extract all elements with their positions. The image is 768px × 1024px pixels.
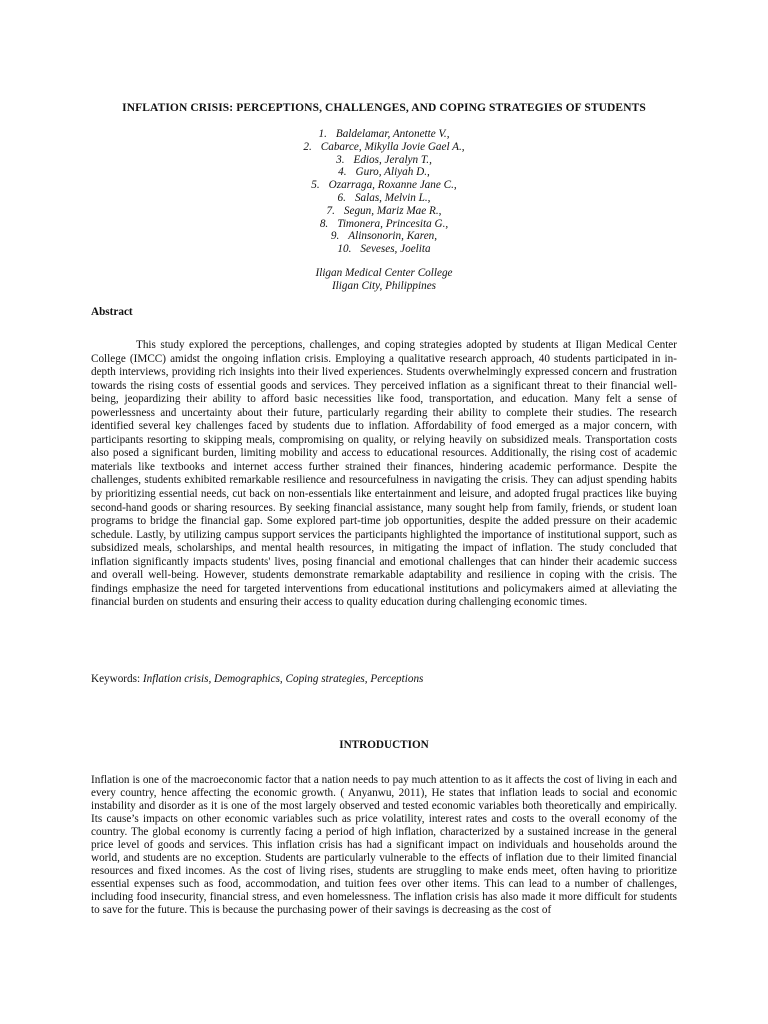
abstract-text: This study explored the perceptions, challenges, and coping strategies adopted by students at Iligan Medical Center College (IMCC) amidst the ongoing inflation crisis. Employing a qualitative research approach, 40 students participated in in-depth interviews, providing rich insights into their lived experiences. Students overwhelmingly expressed concern and frustration towards the rising costs of essential goods and services. They perceived inflation as a significant threat to their financial well-being, jeopardizing their ability to afford basic necessities like food, transportation, and education. Many felt a sense of powerlessness and uncertainty about their future, particularly regarding their ability to complete their studies. The research identified several key challenges faced by students due to inflation. Affordability of food emerged as a major concern, with participants resorting to skipping meals, compromising on quality, or relying heavily on subsidized meals. Transportation costs also posed a significant burden, limiting mobility and access to educational resources. Additionally, the rising cost of academic materials like textbooks and internet access further strained their finances, hindering academic performance. Despite the challenges, students exhibited remarkable resilience and resourcefulness in navigating the crisis. They can adjust spending habits by prioritizing essential needs, cut back on non-essentials like entertainment and leisure, and adopted frugal practices like buying second-hand goods or sharing resources. By seeking financial assistance, many sought help from family, friends, or student loan programs to bridge the financial gap. Some explored part-time job opportunities, despite the added pressure on their academic schedule. Lastly, by utilizing campus support services the participants highlighted the importance of institutional support, such as subsidized meals, scholarships, and mental health resources, in mitigating the impact of inflation. The study concluded that inflation significantly impacts students' lives, posing financial and emotional challenges that can hinder their academic success and overall well-being. However, students demonstrate remarkable adaptability and resilience in coping with the crisis. The findings emphasize the need for targeted interventions from educational institutions and policymakers aimed at alleviating the financial burden on students and ensuring their access to quality education during challenging economic times. [91, 339, 677, 609]
author-name: Segun, Mariz Mae R., [343, 204, 442, 217]
author-number: 2. [303, 140, 312, 153]
author-item [0, 243, 768, 256]
author-number: 9. [330, 230, 340, 243]
author-item [0, 218, 768, 231]
author-name: Seveses, Joelita [360, 243, 431, 256]
author-name: Timonera, Princesita G., [337, 217, 449, 230]
author-item [0, 154, 768, 167]
keywords-line [91, 673, 677, 685]
author-item [0, 179, 768, 192]
author-number: 3. [336, 153, 345, 166]
affiliation-institution: Iligan Medical Center College [315, 267, 453, 279]
affiliation-location: Iligan City, Philippines [331, 280, 437, 292]
author-number: 1. [318, 128, 327, 140]
introduction-heading: INTRODUCTION [339, 739, 429, 751]
author-name: Alinsonorin, Karen, [348, 230, 438, 243]
author-item [0, 230, 768, 243]
author-item [0, 141, 768, 154]
author-name: Cabarce, Mikylla Jovie Gael A., [320, 140, 465, 153]
author-item [0, 205, 768, 218]
author-number: 6. [337, 191, 346, 204]
author-name: Baldelamar, Antonette V., [335, 128, 450, 140]
keywords-label: Keywords: [91, 673, 141, 685]
author-item [0, 128, 768, 141]
author-list [0, 128, 768, 256]
author-number: 10. [337, 243, 352, 256]
author-number: 5. [311, 179, 320, 192]
author-name: Ozarraga, Roxanne Jane C., [328, 179, 457, 192]
affiliation [0, 267, 768, 293]
author-number: 4. [338, 166, 347, 179]
abstract-heading: Abstract [91, 306, 133, 318]
author-name: Edios, Jeralyn T., [353, 153, 432, 166]
introduction-text: Inflation is one of the macroeconomic factor that a nation needs to pay much attention to as it affects the cost of living in each and every country, hence affecting the economic growth. ( Anyanwu, 2011), He states that inflation leads to social and economic instability and disorder as it is one of the most largely observed and tested economic variables both theoretically and empirically. Its cause’s impacts on other economic variables such as price volatility, interest rates and costs to the overall economy of the country. The global economy is currently facing a period of high inflation, characterized by a sustained increase in the general price level of goods and services. This inflation crisis has had a significant impact on individuals and households around the world, and students are no exception. Students are particularly vulnerable to the effects of inflation due to their limited financial resources and fixed incomes. As the cost of living rises, students are struggling to make ends meet, often having to prioritize essential expenses such as food, accommodation, and tuition fees over other items. This can lead to a number of challenges, including food insecurity, financial stress, and even homelessness. The inflation crisis has also made it more difficult for students to save for the future. This is because the purchasing power of their savings is decreasing as the cost of [91, 774, 677, 916]
author-number: 8. [319, 217, 329, 230]
author-number: 7. [326, 204, 335, 217]
author-name: Salas, Melvin L., [354, 191, 431, 204]
author-item [0, 166, 768, 179]
keywords-values: Inflation crisis, Demographics, Coping strategies, Perceptions [142, 673, 424, 685]
author-item [0, 192, 768, 205]
paper-title: INFLATION CRISIS: PERCEPTIONS, CHALLENGES, AND COPING STRATEGIES OF STUDENTS [122, 102, 646, 114]
author-name: Guro, Aliyah D., [355, 166, 430, 179]
